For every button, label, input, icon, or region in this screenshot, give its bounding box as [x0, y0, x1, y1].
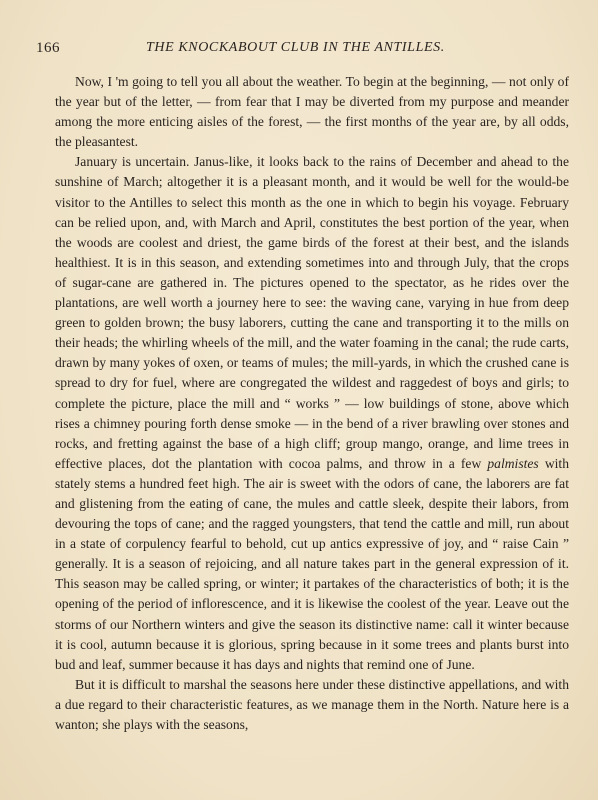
- paragraph-weather-intro: [55, 72, 569, 152]
- page-number: 166: [36, 40, 60, 56]
- paragraph-january: [55, 152, 569, 674]
- paragraph-text: January is uncertain. Janus-like, it looks back to the rains of December and ahead to the sunshine of March; altogether it is a pleasant month, and it would be well for the would-be visitor to the Antilles to select this month as the one in which to begin his voyage. February can be relied upon, and, with March and April, constitutes the best portion of the year, when the woods are coolest and driest, the game birds of the forest at their best, and the islands healthiest. It is in this season, and extending sometimes into and through July, that the crops of sugar-cane are gathered in. The pictures opened to the spectator, as he rides over the plantations, are well worth a journey here to see: the waving cane, varying in hue from deep green to golden brown; the busy laborers, cutting the cane and transporting it to the mills on their heads; the whirling wheels of the mill, and the water foaming in the canal; the rude carts, drawn by many yokes of oxen, or teams of mules; the mill-yards, in which the crushed cane is spread to dry for fuel, where are congregated the wildest and raggedest of boys and girls; to complete the picture, place the mill and “ works ” — low buildings of stone, above which rises a chimney pouring forth dense smoke — in the bend of a river brawling over stones and rocks, and fretting against the base of a high cliff; group mango, orange, and lime trees in effective places, dot the plantation with cocoa palms, and throw in a few: [55, 154, 569, 471]
- paragraph-text: But it is difficult to marshal the seasons here under these distinctive appellations, and with a due regard to their characteristic features, as we manage them in the North. Nature here is a wanton; she plays with the seasons,: [55, 676, 569, 732]
- paragraph-seasons: [55, 675, 569, 735]
- paragraph-text: with stately stems a hundred feet high. The air is sweet with the odors of cane, the laborers are fat and glistening from the eating of cane, the mules and cattle sleek, despite their labors, from devouring the tops of cane; and the ragged youngsters, that tend the cattle and mill, run about in a state of corpulency fearful to behold, cut up antics expressive of joy, and “ raise Cain ” generally. It is a season of rejoicing, and all nature takes part in the general expression of it. This season may be called spring, or winter; it partakes of the characteristics of both; it is the opening of the period of inflorescence, and it is likewise the coolest of the year. Leave out the storms of our Northern winters and give the season its distinctive name: call it winter because it is cool, autumn because it is glorious, spring because in it some trees and plants burst into bud and leaf, summer because it has days and nights that remind one of June.: [55, 455, 569, 672]
- paragraph-italic-term: palmistes: [487, 455, 539, 471]
- paragraph-text: Now, I 'm going to tell you all about the weather. To begin at the beginning, — not only of the year but of the letter, — from fear that I may be diverted from my purpose and meander among the more enticing aisles of the forest, — the first months of the year are, by all odds, the pleasantest.: [55, 74, 569, 150]
- page-body: [55, 72, 569, 735]
- running-head: THE KNOCKABOUT CLUB IN THE ANTILLES.: [146, 40, 445, 55]
- page-header: [36, 40, 562, 60]
